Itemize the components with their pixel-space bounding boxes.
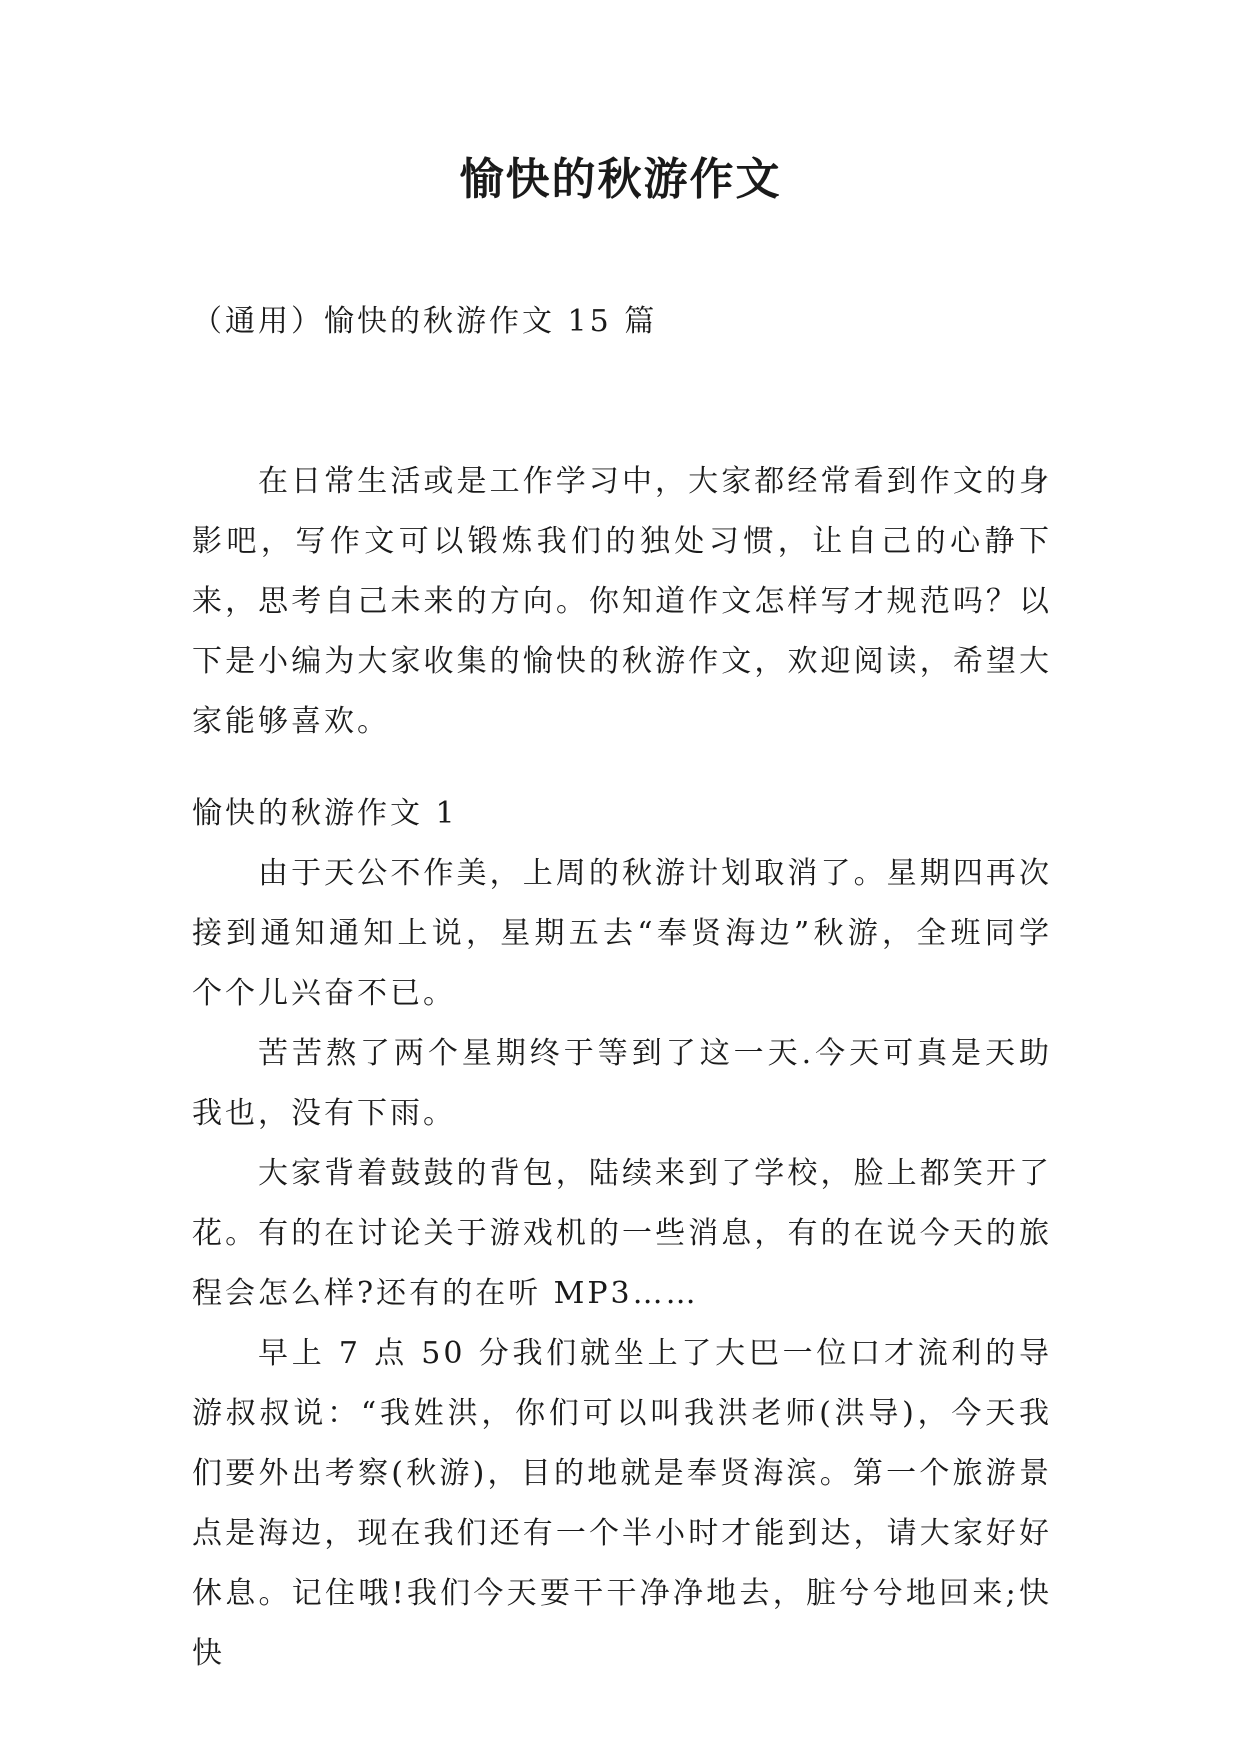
document-body [192, 292, 1052, 1684]
document-title: 愉快的秋游作文 [459, 154, 782, 205]
section-heading: 愉快的秋游作文 1 [192, 796, 458, 831]
spacer [192, 752, 1052, 784]
body-paragraph-4: 早上 7 点 50 分我们就坐上了大巴一位口才流利的导游叔叔说：“我姓洪，你们可以叫我洪老师(洪导)，今天我们要外出考察(秋游)，目的地就是奉贤海滨。第一个旅游景点是海边，现在我们还有一个半小时才能到达，请大家好好休息。记住哦!我们今天要干干净净地去，脏兮兮地回来;快快 [192, 1336, 1052, 1671]
document-subtitle: （通用）愉快的秋游作文 15 篇 [192, 304, 658, 339]
intro-paragraph: 在日常生活或是工作学习中，大家都经常看到作文的身影吧，写作文可以锻炼我们的独处习惯，让自己的心静下来，思考自己未来的方向。你知道作文怎样写才规范吗？以下是小编为大家收集的愉快的秋游作文，欢迎阅读，希望大家能够喜欢。 [192, 464, 1052, 739]
body-paragraph-2: 苦苦熬了两个星期终于等到了这一天.今天可真是天助我也，没有下雨。 [192, 1036, 1052, 1131]
spacer [192, 352, 1052, 452]
body-paragraph-3: 大家背着鼓鼓的背包，陆续来到了学校，脸上都笑开了花。有的在讨论关于游戏机的一些消息，有的在说今天的旅程会怎么样?还有的在听 MP3…… [192, 1156, 1052, 1311]
body-paragraph-1: 由于天公不作美，上周的秋游计划取消了。星期四再次接到通知通知上说，星期五去“奉贤海边”秋游，全班同学个个儿兴奋不已。 [192, 856, 1052, 1011]
